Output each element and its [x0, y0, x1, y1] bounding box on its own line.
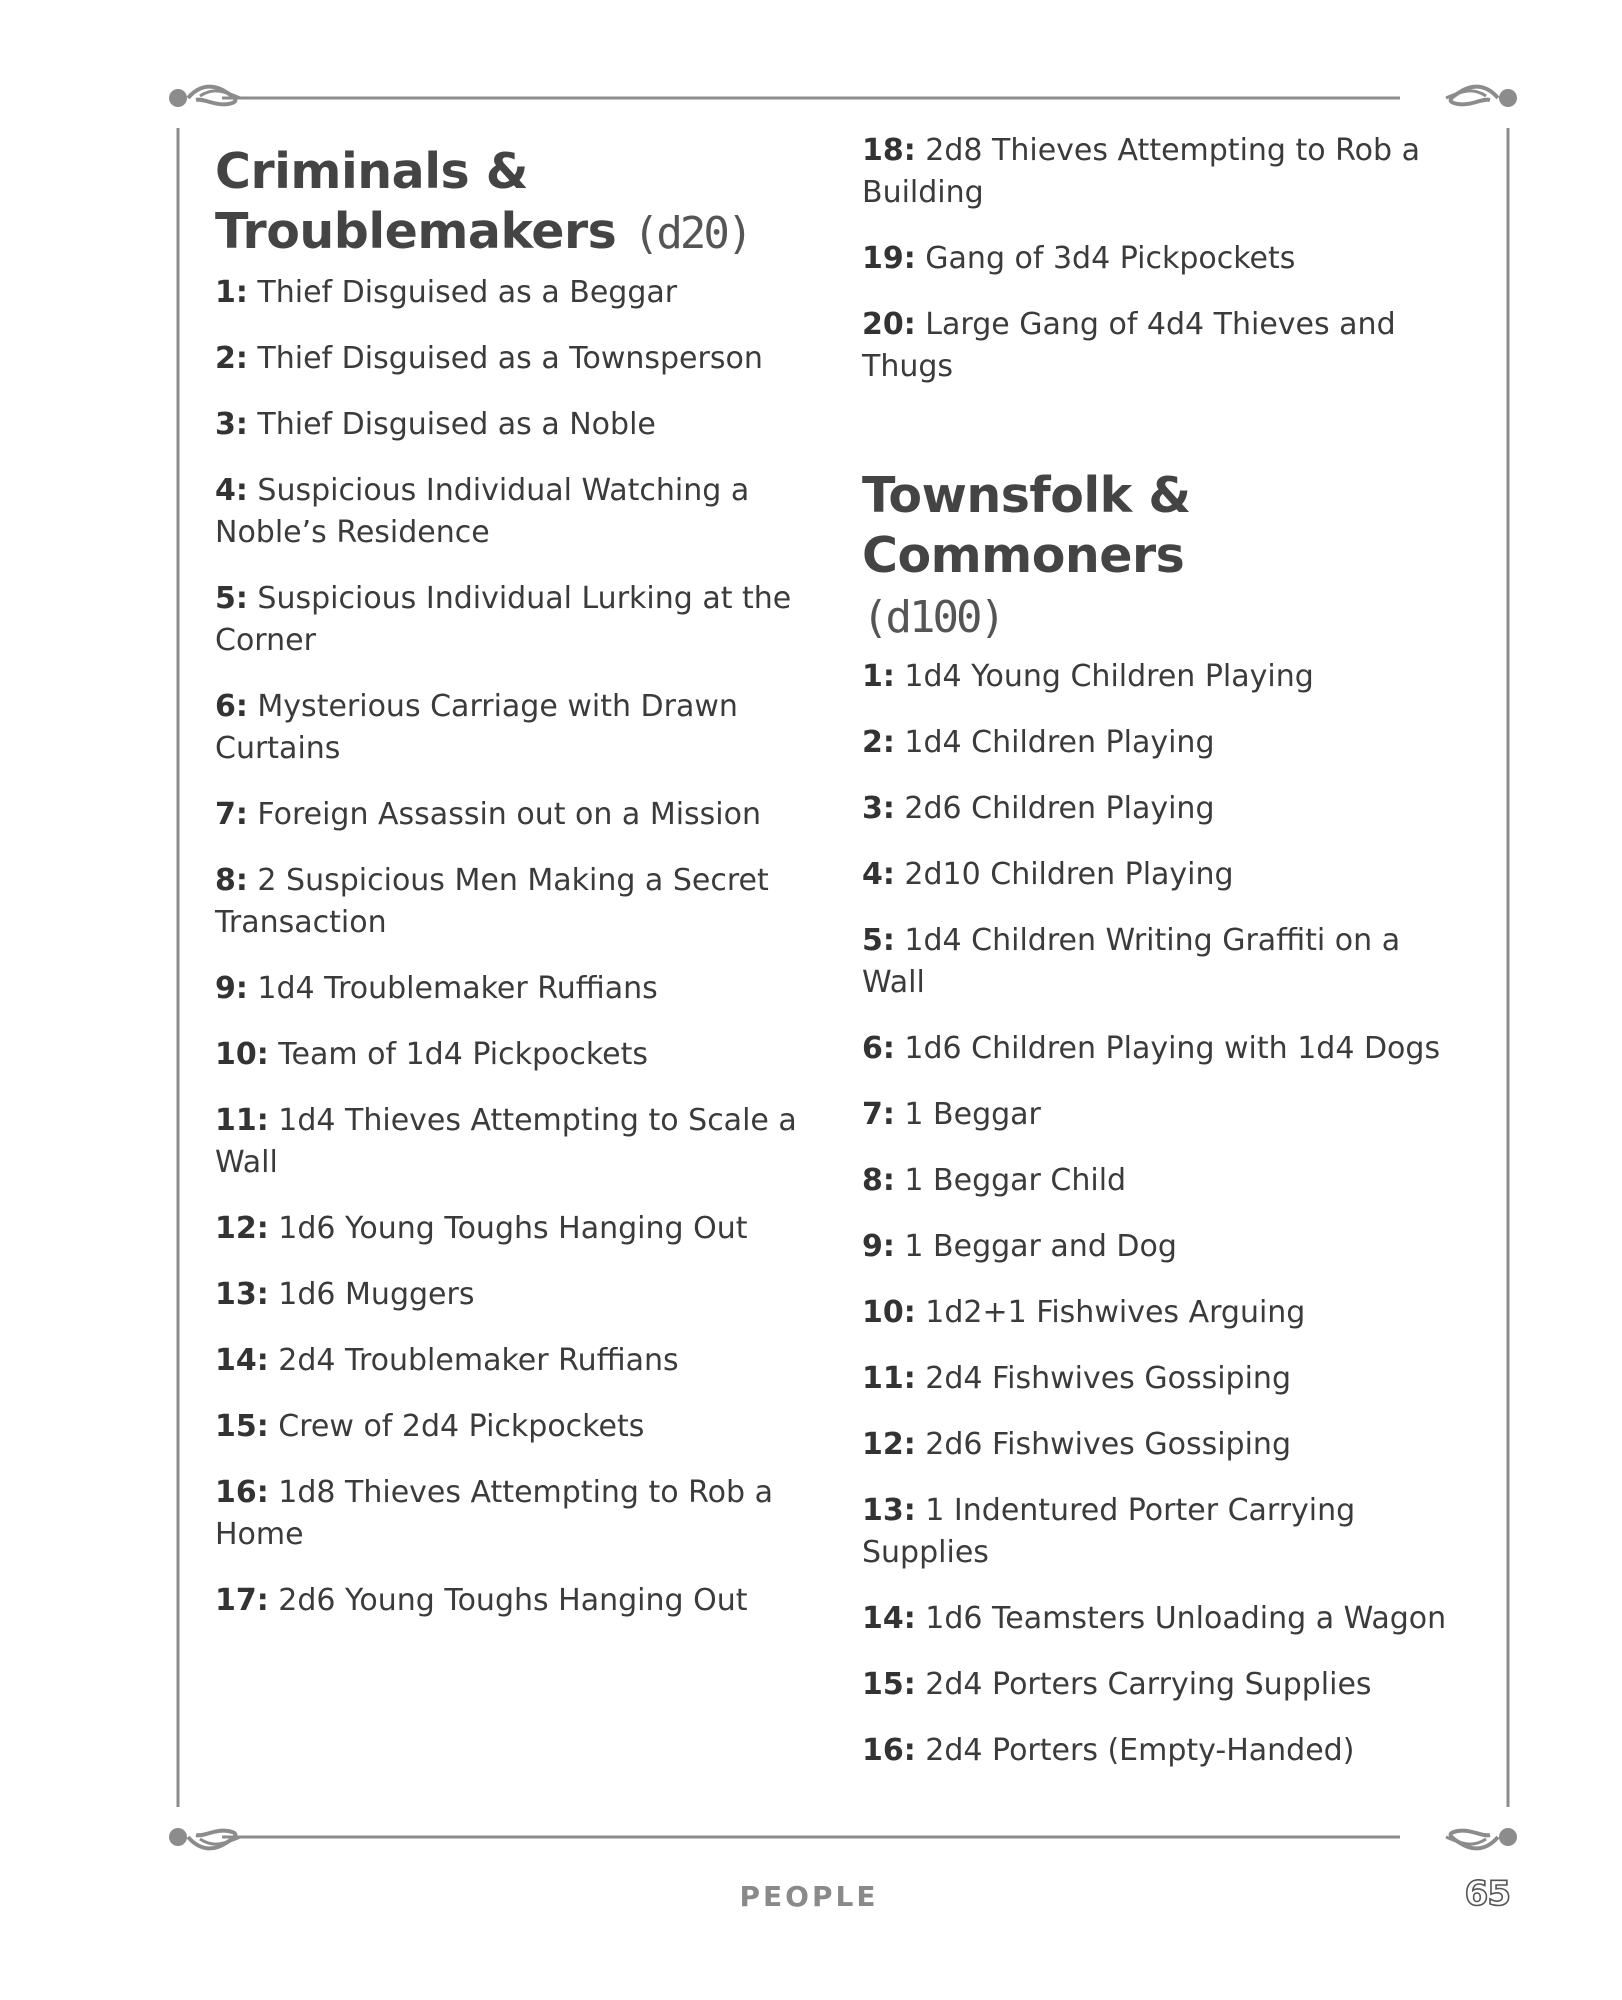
list-item: 14: 2d4 Troublemaker Ruffians [215, 1343, 679, 1378]
criminals-title-text: Criminals & Troublemakers [215, 143, 617, 260]
list-item: 6: 1d6 Children Playing with 1d4 Dogs [862, 1031, 1441, 1066]
list-item: 14: 1d6 Teamsters Unloading a Wagon [862, 1601, 1447, 1636]
right-column [862, 130, 1462, 1796]
list-item: 2: 1d4 Children Playing [862, 725, 1215, 760]
list-item: 2: Thief Disguised as a Townsperson [215, 341, 763, 376]
list-item: 20: Large Gang of 4d4 Thieves and Thugs [862, 307, 1396, 384]
townsfolk-title-text: Townsfolk & Commoners [862, 467, 1191, 584]
list-item: 9: 1d4 Troublemaker Ruffians [215, 971, 658, 1006]
page-number: 65 [1464, 1874, 1510, 1914]
list-item: 1: 1d4 Young Children Playing [862, 659, 1314, 694]
left-column [215, 142, 835, 1646]
townsfolk-die-label: (d100) [862, 592, 1003, 643]
townsfolk-table-title [862, 466, 1462, 648]
list-item: 15: 2d4 Porters Carrying Supplies [862, 1667, 1372, 1702]
townsfolk-entry-list [862, 656, 1462, 1772]
list-item: 8: 2 Suspicious Men Making a Secret Transaction [215, 863, 769, 940]
criminals-die-label: (d20) [632, 208, 751, 259]
list-item: 17: 2d6 Young Toughs Hanging Out [215, 1583, 748, 1618]
corner-flourish-bottom-right-icon [1446, 1828, 1517, 1848]
list-item: 18: 2d8 Thieves Attempting to Rob a Building [862, 133, 1420, 210]
criminals-entry-list [215, 272, 835, 1622]
list-item: 15: Crew of 2d4 Pickpockets [215, 1409, 645, 1444]
list-item: 13: 1 Indentured Porter Carrying Supplies [862, 1493, 1356, 1570]
list-item: 16: 2d4 Porters (Empty-Handed) [862, 1733, 1355, 1768]
footer-section-label: PEOPLE [739, 1880, 879, 1913]
corner-flourish-top-right-icon [1446, 87, 1517, 107]
list-item: 10: Team of 1d4 Pickpockets [215, 1037, 649, 1072]
list-item: 9: 1 Beggar and Dog [862, 1229, 1177, 1264]
list-item: 7: 1 Beggar [862, 1097, 1041, 1132]
list-item: 6: Mysterious Carriage with Drawn Curtains [215, 689, 738, 766]
criminals-continued-list [862, 130, 1462, 388]
list-item: 13: 1d6 Muggers [215, 1277, 475, 1312]
list-item: 5: 1d4 Children Writing Graffiti on a Wall [862, 923, 1401, 1000]
list-item: 7: Foreign Assassin out on a Mission [215, 797, 762, 832]
list-item: 11: 2d4 Fishwives Gossiping [862, 1361, 1291, 1396]
list-item: 12: 2d6 Fishwives Gossiping [862, 1427, 1291, 1462]
list-item: 4: Suspicious Individual Watching a Noble’s Residence [215, 473, 750, 550]
list-item: 5: Suspicious Individual Lurking at the Corner [215, 581, 792, 658]
list-item: 3: Thief Disguised as a Noble [215, 407, 656, 442]
section-spacer [862, 412, 1462, 466]
list-item: 4: 2d10 Children Playing [862, 857, 1234, 892]
list-item: 11: 1d4 Thieves Attempting to Scale a Wall [215, 1103, 797, 1180]
list-item: 10: 1d2+1 Fishwives Arguing [862, 1295, 1306, 1330]
list-item: 8: 1 Beggar Child [862, 1163, 1127, 1198]
list-item: 1: Thief Disguised as a Beggar [215, 275, 678, 310]
list-item: 12: 1d6 Young Toughs Hanging Out [215, 1211, 748, 1246]
list-item: 16: 1d8 Thieves Attempting to Rob a Home [215, 1475, 773, 1552]
criminals-table-title [215, 142, 835, 264]
list-item: 3: 2d6 Children Playing [862, 791, 1215, 826]
list-item: 19: Gang of 3d4 Pickpockets [862, 241, 1296, 276]
